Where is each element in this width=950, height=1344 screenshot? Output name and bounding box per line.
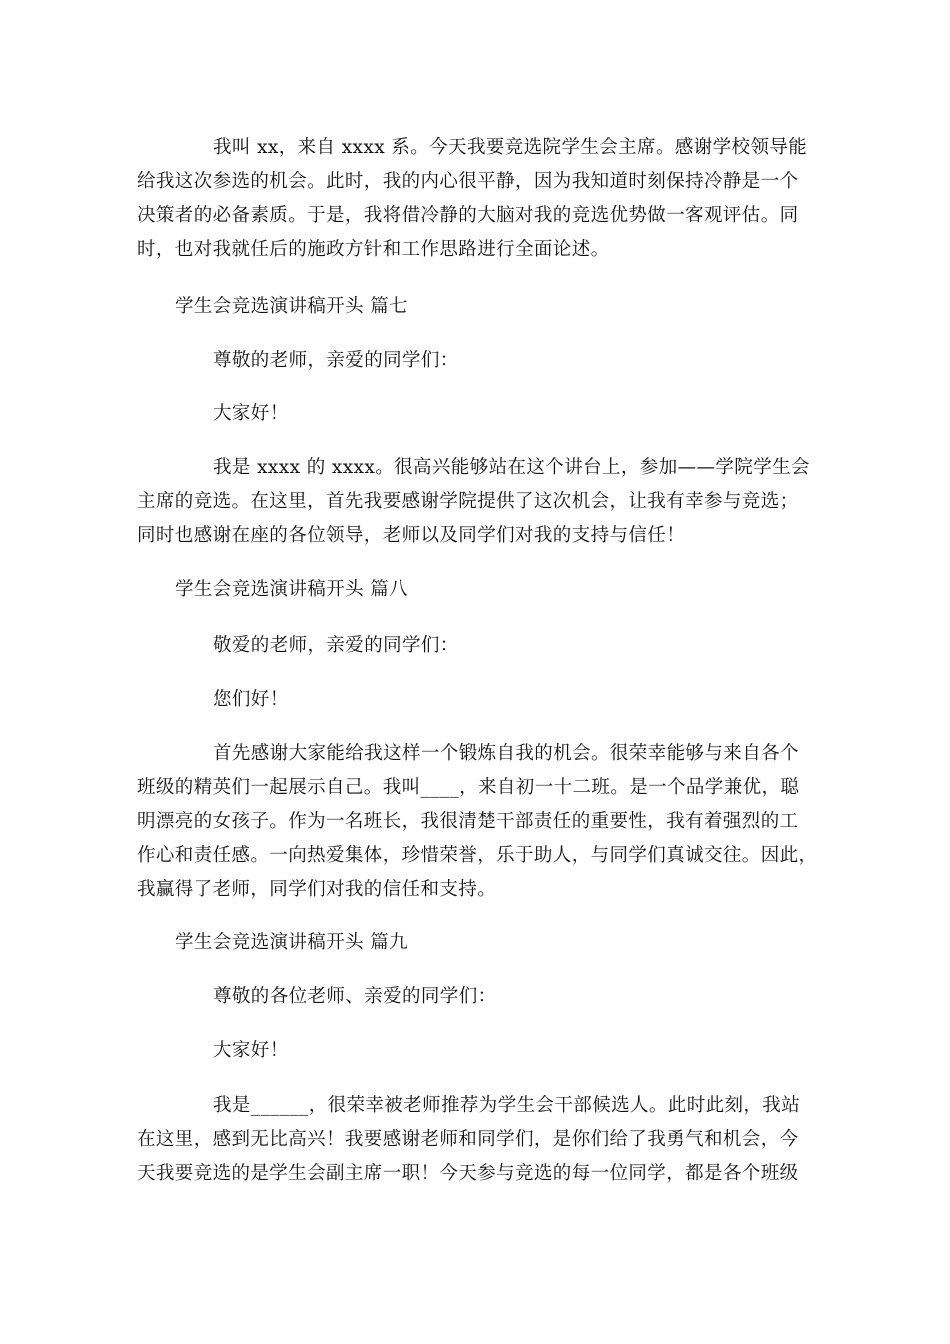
salutation: 尊敬的各位老师、亲爱的同学们： [213,986,497,1007]
paragraph-line: 决策者的必备素质。于是，我将借冷静的大脑对我的竞选优势做一客观评估。同 [137,205,799,226]
salutation: 敬爱的老师，亲爱的同学们： [213,635,459,656]
paragraph-line: 作心和责任感。一向热爱集体，珍惜荣誉，乐于助人，与同学们真诚交往。因此， [137,845,818,866]
paragraph-line: 给我这次参选的机会。此时，我的内心很平静，因为我知道时刻保持冷静是一个 [137,171,799,192]
paragraph-line: 我是 xxxx 的 xxxx。很高兴能够站在这个讲台上，参加——学院学生会 [213,457,810,478]
paragraph-line: 同时也感谢在座的各位领导，老师以及同学们对我的支持与信任！ [137,525,686,546]
paragraph-line: 主席的竞选。在这里，首先我要感谢学院提供了这次机会，让我有幸参与竞选； [137,491,799,512]
paragraph-line: 首先感谢大家能给我这样一个锻炼自我的机会。很荣幸能够与来自各个 [213,743,799,764]
salutation: 尊敬的老师，亲爱的同学们： [213,350,459,371]
paragraph-line: 在这里，感到无比高兴！我要感谢老师和同学们，是你们给了我勇气和机会，今 [137,1129,799,1150]
greeting: 大家好！ [213,403,289,424]
paragraph-line: 天我要竞选的是学生会副主席一职！今天参与竞选的每一位同学，都是各个班级 [137,1163,799,1184]
greeting: 您们好！ [213,689,289,710]
paragraph-line: 班级的精英们一起展示自己。我叫____，来自初一十二班。是一个品学兼优，聪 [137,777,800,798]
paragraph-line: 时，也对我就任后的施政方针和工作思路进行全面论述。 [137,239,610,260]
paragraph-line: 明漂亮的女孩子。作为一名班长，我很清楚干部责任的重要性，我有着强烈的工 [137,811,799,832]
paragraph-line: 我是______，很荣幸被老师推荐为学生会干部候选人。此时此刻，我站 [213,1095,801,1116]
paragraph-line: 我赢得了老师，同学们对我的信任和支持。 [137,879,497,900]
section-heading: 学生会竞选演讲稿开头 篇七 [175,296,409,317]
section-heading: 学生会竞选演讲稿开头 篇八 [175,579,409,600]
greeting: 大家好！ [213,1040,289,1061]
paragraph-line: 我叫 xx，来自 xxxx 系。今天我要竞选院学生会主席。感谢学校领导能 [213,137,808,158]
section-heading: 学生会竞选演讲稿开头 篇九 [175,932,409,953]
